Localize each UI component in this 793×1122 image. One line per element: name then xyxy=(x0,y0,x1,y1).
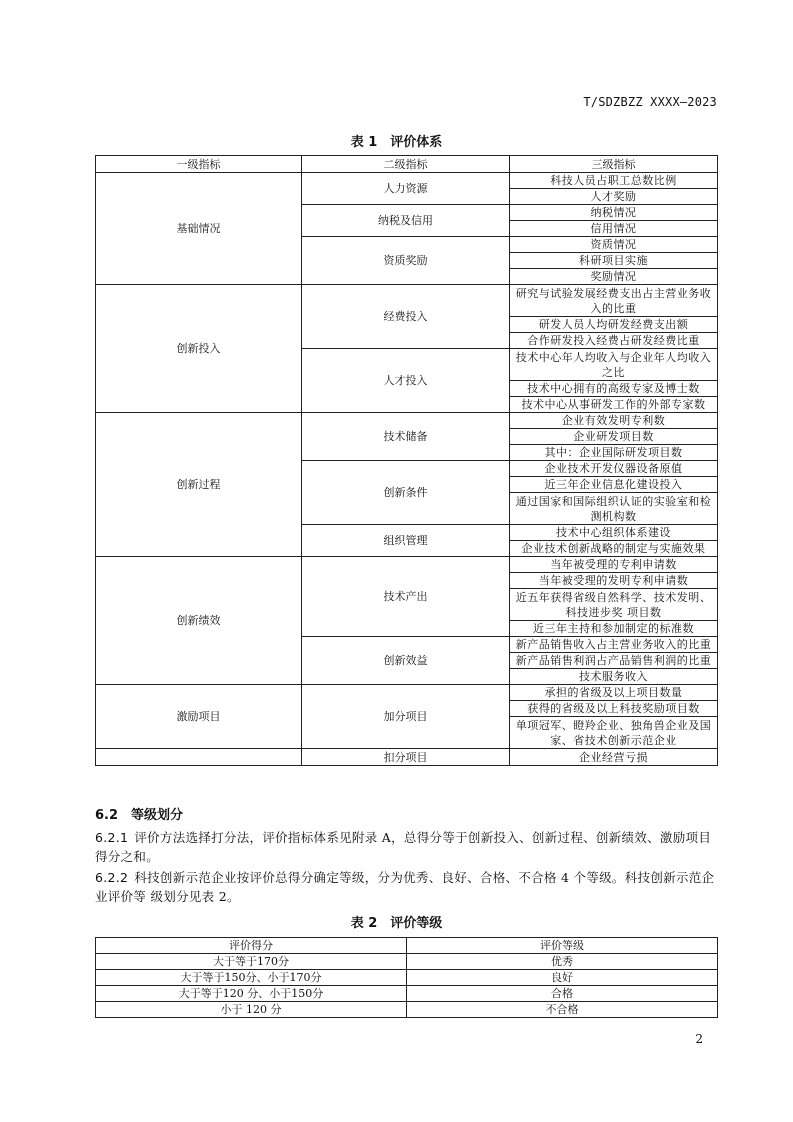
grade-cell: 不合格 xyxy=(407,1002,718,1018)
level3-cell: 其中：企业国际研发项目数 xyxy=(510,445,718,461)
level3-cell: 企业经营亏损 xyxy=(510,749,718,766)
level1-cell-empty xyxy=(96,749,302,766)
level1-cell: 创新过程 xyxy=(96,413,302,557)
level3-cell: 近三年企业信息化建设投入 xyxy=(510,477,718,493)
level3-cell: 纳税情况 xyxy=(510,205,718,221)
level3-cell: 技术中心从事研发工作的外部专家数 xyxy=(510,397,718,413)
clause-text: 评价方法选择打分法，评价指标体系见附录 A，总得分等于创新投入、创新过程、创新绩效、激励项目得分之和。 xyxy=(95,830,712,864)
level2-cell: 创新条件 xyxy=(302,461,510,525)
level3-cell: 近五年获得省级自然科学、技术发明、科技进步奖 项目数 xyxy=(510,589,718,621)
level3-cell: 技术中心组织体系建设 xyxy=(510,525,718,541)
document-code: T/SDZBZZ XXXX—2023 xyxy=(583,95,717,109)
evaluation-system-table xyxy=(95,155,718,766)
level2-cell: 技术产出 xyxy=(302,557,510,637)
score-cell: 大于等于150分、小于170分 xyxy=(96,970,407,986)
grade-cell: 合格 xyxy=(407,986,718,1002)
table1-header-level2: 二级指标 xyxy=(302,156,510,173)
level3-cell: 当年被受理的专利申请数 xyxy=(510,557,718,573)
level3-cell: 人才奖励 xyxy=(510,189,718,205)
table1-header-level1: 一级指标 xyxy=(96,156,302,173)
table2-header-score: 评价得分 xyxy=(96,938,407,954)
paragraph-6-2-2 xyxy=(95,868,720,906)
level2-cell: 人力资源 xyxy=(302,173,510,205)
level2-cell: 创新效益 xyxy=(302,637,510,685)
score-cell: 小于 120 分 xyxy=(96,1002,407,1018)
level3-cell: 企业有效发明专利数 xyxy=(510,413,718,429)
score-cell: 大于等于170分 xyxy=(96,954,407,970)
level2-cell: 加分项目 xyxy=(302,685,510,749)
level1-cell: 基础情况 xyxy=(96,173,302,285)
paragraph-6-2-1 xyxy=(95,828,720,866)
level2-cell: 技术储备 xyxy=(302,413,510,461)
level3-cell: 技术中心年人均收入与企业年人均收入之比 xyxy=(510,349,718,381)
level3-cell: 承担的省级及以上项目数量 xyxy=(510,685,718,701)
level1-cell: 创新投入 xyxy=(96,285,302,413)
page-number: 2 xyxy=(695,1032,703,1046)
level2-cell: 纳税及信用 xyxy=(302,205,510,237)
level2-cell: 扣分项目 xyxy=(302,749,510,766)
level3-cell: 科研项目实施 xyxy=(510,253,718,269)
table1-header-level3: 三级指标 xyxy=(510,156,718,173)
level1-cell: 激励项目 xyxy=(96,685,302,749)
level3-cell: 奖励情况 xyxy=(510,269,718,285)
grade-cell: 优秀 xyxy=(407,954,718,970)
level3-cell: 当年被受理的发明专利申请数 xyxy=(510,573,718,589)
level2-cell: 经费投入 xyxy=(302,285,510,349)
level3-cell: 企业技术开发仪器设备原值 xyxy=(510,461,718,477)
level1-cell: 创新绩效 xyxy=(96,557,302,685)
level3-cell: 研究与试验发展经费支出占主营业务收入的比重 xyxy=(510,285,718,317)
level3-cell: 新产品销售收入占主营业务收入的比重 xyxy=(510,637,718,653)
level3-cell: 研发人员人均研发经费支出额 xyxy=(510,317,718,333)
level3-cell: 资质情况 xyxy=(510,237,718,253)
level3-cell: 获得的省级及以上科技奖励项目数 xyxy=(510,701,718,717)
grade-cell: 良好 xyxy=(407,970,718,986)
level3-cell: 合作研发投入经费占研发经费比重 xyxy=(510,333,718,349)
score-cell: 大于等于120 分、小于150分 xyxy=(96,986,407,1002)
level2-cell: 组织管理 xyxy=(302,525,510,557)
level3-cell: 科技人员占职工总数比例 xyxy=(510,173,718,189)
level3-cell: 技术中心拥有的高级专家及博士数 xyxy=(510,381,718,397)
table1-caption: 表 1 评价体系 xyxy=(350,135,443,150)
level3-cell: 新产品销售利润占产品销售利润的比重 xyxy=(510,653,718,669)
clause-text: 科技创新示范企业按评价总得分确定等级，分为优秀、良好、合格、不合格 4 个等级。科技创新示范企业评价等 级划分见表 2。 xyxy=(95,870,715,904)
level3-cell: 单项冠军、瞪羚企业、独角兽企业及国家、省技术创新示范企业 xyxy=(510,717,718,749)
level3-cell: 近三年主持和参加制定的标准数 xyxy=(510,621,718,637)
level3-cell: 信用情况 xyxy=(510,221,718,237)
level3-cell: 企业研发项目数 xyxy=(510,429,718,445)
clause-number: 6.2.2 xyxy=(95,870,129,885)
evaluation-grade-table xyxy=(95,937,718,1018)
level3-cell: 通过国家和国际组织认证的实验室和检测机构数 xyxy=(510,493,718,525)
level2-cell: 人才投入 xyxy=(302,349,510,413)
table2-header-grade: 评价等级 xyxy=(407,938,718,954)
table2-caption: 表 2 评价等级 xyxy=(350,916,443,931)
section-heading: 6.2 等级划分 xyxy=(95,808,184,823)
level3-cell: 技术服务收入 xyxy=(510,669,718,685)
clause-number: 6.2.1 xyxy=(95,830,129,845)
level2-cell: 资质奖励 xyxy=(302,237,510,285)
level3-cell: 企业技术创新战略的制定与实施效果 xyxy=(510,541,718,557)
